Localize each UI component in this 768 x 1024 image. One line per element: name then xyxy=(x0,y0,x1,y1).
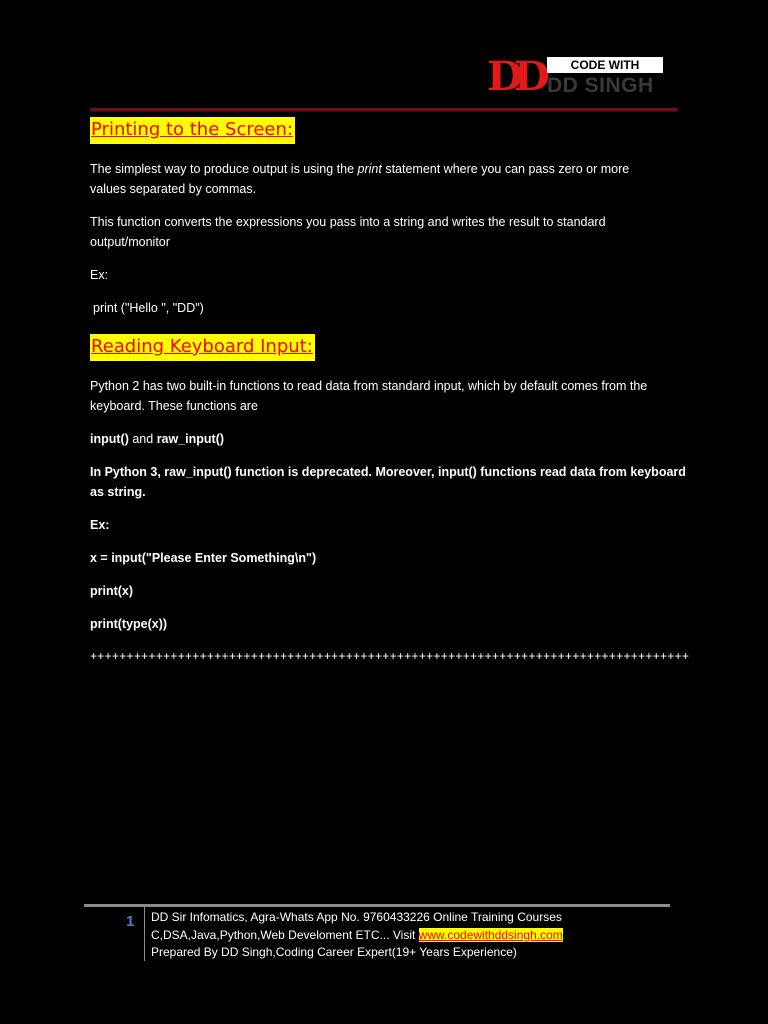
text-fragment: values separated by commas. xyxy=(90,182,257,196)
footer-line-1: DD Sir Infomatics, Agra-Whats App No. 9760433226 Online Training Courses xyxy=(151,910,562,924)
example-label: Ex: xyxy=(90,268,109,282)
page-number: 1 xyxy=(126,913,135,930)
footer-divider xyxy=(84,904,670,907)
brand-logo xyxy=(486,53,666,100)
code-example-print: print ("Hello ", "DD") xyxy=(93,301,204,315)
paragraph-function-desc xyxy=(90,212,680,252)
section-heading-printing: Printing to the Screen: xyxy=(90,117,295,144)
footer-line-2 xyxy=(151,927,563,945)
separator-plus-line: ++++++++++++++++++++++++++++++++++++++++++++++++++++++++++++++++++++++++++++++++++ xyxy=(90,649,690,663)
text-fragment: keyboard. These functions are xyxy=(90,399,258,413)
paragraph-python2-input xyxy=(90,376,680,416)
website-link[interactable]: www.codewithddsingh.com xyxy=(418,927,563,942)
paragraph-function-names xyxy=(90,429,680,449)
code-line: print(x) xyxy=(90,584,134,598)
text-fragment: In Python 3, raw_input() function is deprecated. Moreover, input() functions read data from keyboard xyxy=(90,465,686,479)
text-fragment: and xyxy=(128,432,157,446)
text-fragment: as string. xyxy=(90,485,146,499)
code-line: print(type(x)) xyxy=(90,617,168,631)
example-label: Ex: xyxy=(90,518,110,532)
function-name: input() xyxy=(90,432,129,446)
logo-mark: DD xyxy=(486,53,541,100)
code-line: x = input("Please Enter Something\n") xyxy=(90,551,317,565)
text-fragment: The simplest way to produce output is using the xyxy=(90,162,358,176)
logo-name: DD SINGH xyxy=(547,74,654,97)
header-divider xyxy=(90,108,678,112)
footer-line-3: Prepared By DD Singh,Coding Career Expert(19+ Years Experience) xyxy=(151,945,517,959)
paragraph-print-intro xyxy=(90,159,680,199)
text-fragment: output/monitor xyxy=(90,235,170,249)
text-fragment: statement where you can pass zero or more xyxy=(381,162,630,176)
footer-vertical-divider xyxy=(144,907,145,961)
footer-text xyxy=(151,909,563,962)
function-name: raw_input() xyxy=(156,432,225,446)
text-fragment: This function converts the expressions you pass into a string and writes the result to standard xyxy=(90,215,606,229)
paragraph-python3-note xyxy=(90,462,686,502)
text-fragment: Python 2 has two built-in functions to read data from standard input, which by default comes from the xyxy=(90,379,648,393)
italic-keyword: print xyxy=(357,162,382,176)
section-heading-keyboard: Reading Keyboard Input: xyxy=(90,334,315,361)
text-fragment: C,DSA,Java,Python,Web Develoment ETC... Visit xyxy=(151,927,419,942)
logo-tagline: CODE WITH xyxy=(547,57,663,73)
